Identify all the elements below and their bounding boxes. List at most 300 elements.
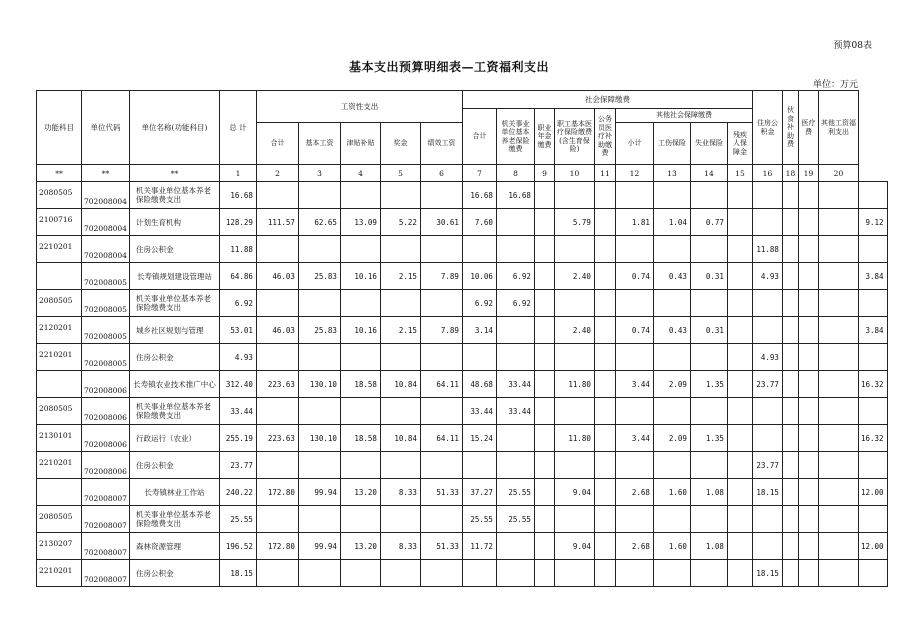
amount-cell: 25.83	[298, 263, 340, 290]
amount-cell	[858, 290, 887, 317]
unit-code-cell: 702008006	[82, 452, 130, 479]
header-med-fee: 医疗费	[798, 91, 818, 165]
amount-cell	[554, 182, 594, 209]
amount-cell	[690, 506, 727, 533]
unit-name-cell: 机关事业单位基本养老保险缴费支出	[129, 182, 219, 209]
amount-cell: 18.15	[752, 479, 782, 506]
column-index-cell: 6	[420, 165, 462, 182]
amount-cell	[798, 182, 818, 209]
amount-cell	[594, 452, 615, 479]
amount-cell	[594, 425, 615, 452]
amount-cell	[653, 398, 690, 425]
header-social-group: 社会保障缴费	[462, 91, 752, 109]
amount-cell: 10.06	[462, 263, 496, 290]
amount-cell	[798, 479, 818, 506]
amount-cell	[818, 371, 858, 398]
amount-cell	[818, 533, 858, 560]
column-index-cell: 3	[298, 165, 340, 182]
amount-cell	[340, 560, 380, 587]
amount-cell	[727, 371, 752, 398]
amount-cell	[340, 182, 380, 209]
amount-cell: 172.80	[256, 479, 298, 506]
amount-cell	[818, 290, 858, 317]
amount-cell: 10.16	[340, 317, 380, 344]
amount-cell: 13.09	[340, 209, 380, 236]
func-subject-cell: 2130207	[37, 533, 82, 560]
amount-cell	[420, 344, 462, 371]
unit-name-cell: 森林资源管理	[129, 533, 219, 560]
amount-cell: 11.88	[219, 236, 256, 263]
amount-cell	[798, 290, 818, 317]
unit-code-cell: 702008004	[82, 236, 130, 263]
amount-cell	[534, 560, 554, 587]
amount-cell: 11.80	[554, 425, 594, 452]
table-row	[37, 398, 888, 425]
header-unemployment: 失业保险	[690, 123, 727, 165]
header-unit-name: 单位名称(功能科目)	[129, 91, 219, 165]
header-wage-total: 合计	[256, 123, 298, 165]
amount-cell: 4.93	[752, 344, 782, 371]
amount-cell: 16.68	[462, 182, 496, 209]
amount-cell	[727, 263, 752, 290]
amount-cell	[858, 344, 887, 371]
unit-name-cell: 机关事业单位基本养老保险缴费支出	[129, 290, 219, 317]
amount-cell	[420, 506, 462, 533]
column-index-row	[37, 165, 888, 182]
amount-cell	[818, 506, 858, 533]
amount-cell	[380, 236, 420, 263]
amount-cell	[380, 506, 420, 533]
amount-cell	[727, 317, 752, 344]
amount-cell: 5.22	[380, 209, 420, 236]
amount-cell	[752, 506, 782, 533]
amount-cell: 4.93	[219, 344, 256, 371]
amount-cell	[798, 344, 818, 371]
amount-cell	[534, 479, 554, 506]
column-index-cell: 7	[462, 165, 496, 182]
column-index-cell: 12	[615, 165, 653, 182]
amount-cell	[554, 398, 594, 425]
amount-cell: 10.16	[340, 263, 380, 290]
amount-cell	[858, 506, 887, 533]
amount-cell	[798, 236, 818, 263]
amount-cell	[594, 236, 615, 263]
amount-cell: 64.11	[420, 371, 462, 398]
amount-cell: 18.58	[340, 425, 380, 452]
amount-cell	[727, 452, 752, 479]
unit-name-cell: 住房公积金	[129, 236, 219, 263]
amount-cell	[690, 290, 727, 317]
amount-cell: 18.15	[219, 560, 256, 587]
amount-cell	[798, 209, 818, 236]
unit-name-cell: 行政运行（农业）	[129, 425, 219, 452]
amount-cell	[380, 290, 420, 317]
amount-cell	[782, 425, 798, 452]
func-subject-cell: 2080505	[37, 182, 82, 209]
amount-cell: 62.65	[298, 209, 340, 236]
amount-cell	[690, 398, 727, 425]
amount-cell: 48.68	[462, 371, 496, 398]
amount-cell	[615, 290, 653, 317]
amount-cell	[594, 209, 615, 236]
func-subject-cell: 2080505	[37, 506, 82, 533]
table-row	[37, 344, 888, 371]
func-subject-cell	[37, 479, 82, 506]
unit-code-cell: 702008006	[82, 425, 130, 452]
amount-cell: 15.24	[462, 425, 496, 452]
header-basic-wage: 基本工资	[298, 123, 340, 165]
amount-cell: 0.74	[615, 317, 653, 344]
header-unit-code: 单位代码	[82, 91, 130, 165]
amount-cell: 7.60	[462, 209, 496, 236]
header-wage-group: 工资性支出	[256, 91, 462, 123]
amount-cell	[798, 452, 818, 479]
header-func-subject: 功能科目	[37, 91, 82, 165]
amount-cell	[298, 236, 340, 263]
column-index-cell: **	[37, 165, 82, 182]
amount-cell: 2.68	[615, 479, 653, 506]
amount-cell: 23.77	[219, 452, 256, 479]
table-row	[37, 209, 888, 236]
amount-cell: 23.77	[752, 371, 782, 398]
table-row	[37, 317, 888, 344]
amount-cell	[818, 452, 858, 479]
amount-cell	[615, 560, 653, 587]
amount-cell	[782, 317, 798, 344]
amount-cell	[298, 398, 340, 425]
amount-cell	[534, 533, 554, 560]
amount-cell	[534, 236, 554, 263]
amount-cell: 11.88	[752, 236, 782, 263]
table-row	[37, 182, 888, 209]
amount-cell: 13.20	[340, 533, 380, 560]
column-index-cell: 1	[219, 165, 256, 182]
column-index-cell: 5	[380, 165, 420, 182]
amount-cell	[727, 533, 752, 560]
amount-cell	[256, 452, 298, 479]
func-subject-cell	[37, 371, 82, 398]
func-subject-cell: 2080505	[37, 290, 82, 317]
header-disabled: 残疾人保障金	[727, 123, 752, 165]
amount-cell: 312.40	[219, 371, 256, 398]
amount-cell: 0.77	[690, 209, 727, 236]
amount-cell: 18.58	[340, 371, 380, 398]
amount-cell	[534, 290, 554, 317]
column-index-cell: 20	[818, 165, 858, 182]
amount-cell	[420, 452, 462, 479]
amount-cell	[690, 560, 727, 587]
amount-cell	[818, 344, 858, 371]
amount-cell: 2.15	[380, 317, 420, 344]
amount-cell: 128.29	[219, 209, 256, 236]
amount-cell	[690, 344, 727, 371]
amount-cell	[690, 182, 727, 209]
amount-cell	[782, 479, 798, 506]
column-index-cell: 19	[798, 165, 818, 182]
amount-cell	[594, 560, 615, 587]
header-housing: 住房公积金	[752, 91, 782, 165]
amount-cell: 255.19	[219, 425, 256, 452]
amount-cell	[752, 290, 782, 317]
unit-name-cell: 机关事业单位基本养老保险缴费支出	[129, 506, 219, 533]
amount-cell	[380, 344, 420, 371]
amount-cell	[653, 290, 690, 317]
amount-cell	[594, 506, 615, 533]
unit-code-cell: 702008006	[82, 398, 130, 425]
header-civil-medical: 公务员医疗补助缴费	[594, 109, 615, 165]
table-row	[37, 290, 888, 317]
amount-cell: 10.84	[380, 371, 420, 398]
amount-cell	[340, 344, 380, 371]
header-pension: 机关事业单位基本养老保险缴费	[496, 109, 534, 165]
amount-cell: 25.55	[496, 506, 534, 533]
amount-cell	[727, 209, 752, 236]
amount-cell	[818, 560, 858, 587]
column-index-cell: **	[129, 165, 219, 182]
unit-name-cell: 计划生育机构	[129, 209, 219, 236]
unit-name-cell: 住房公积金	[129, 344, 219, 371]
amount-cell	[594, 398, 615, 425]
amount-cell	[340, 290, 380, 317]
amount-cell: 240.22	[219, 479, 256, 506]
unit-name-cell: 住房公积金	[129, 452, 219, 479]
amount-cell	[534, 452, 554, 479]
amount-cell	[615, 236, 653, 263]
amount-cell	[256, 344, 298, 371]
amount-cell: 130.10	[298, 371, 340, 398]
amount-cell: 1.60	[653, 533, 690, 560]
unit-code-cell: 702008007	[82, 506, 130, 533]
amount-cell	[818, 479, 858, 506]
amount-cell	[798, 560, 818, 587]
header-total: 总 计	[219, 91, 256, 165]
amount-cell	[340, 398, 380, 425]
amount-cell	[782, 398, 798, 425]
column-index-cell: 13	[653, 165, 690, 182]
amount-cell	[798, 506, 818, 533]
func-subject-cell: 2120201	[37, 317, 82, 344]
amount-cell	[380, 398, 420, 425]
amount-cell: 2.15	[380, 263, 420, 290]
header-other-welfare: 其他工资福利支出	[818, 91, 858, 165]
amount-cell	[727, 236, 752, 263]
amount-cell: 33.44	[462, 398, 496, 425]
amount-cell: 3.84	[858, 263, 887, 290]
amount-cell: 16.32	[858, 425, 887, 452]
amount-cell: 1.60	[653, 479, 690, 506]
amount-cell	[298, 506, 340, 533]
column-index-cell: 10	[554, 165, 594, 182]
table-row	[37, 425, 888, 452]
func-subject-cell: 2210201	[37, 236, 82, 263]
amount-cell	[534, 371, 554, 398]
header-annuity: 职业年金缴费	[534, 109, 554, 165]
amount-cell	[554, 506, 594, 533]
amount-cell: 53.01	[219, 317, 256, 344]
amount-cell: 7.89	[420, 317, 462, 344]
amount-cell	[594, 344, 615, 371]
amount-cell	[752, 425, 782, 452]
amount-cell: 46.03	[256, 263, 298, 290]
amount-cell	[256, 182, 298, 209]
amount-cell	[752, 182, 782, 209]
amount-cell	[594, 263, 615, 290]
func-subject-cell: 2210201	[37, 344, 82, 371]
amount-cell: 16.68	[496, 182, 534, 209]
amount-cell: 9.04	[554, 533, 594, 560]
amount-cell	[858, 236, 887, 263]
amount-cell	[653, 452, 690, 479]
amount-cell	[534, 317, 554, 344]
header-social-total: 合计	[462, 109, 496, 165]
amount-cell	[420, 560, 462, 587]
amount-cell	[462, 560, 496, 587]
amount-cell: 18.15	[752, 560, 782, 587]
amount-cell: 1.04	[653, 209, 690, 236]
amount-cell	[818, 209, 858, 236]
amount-cell	[752, 533, 782, 560]
amount-cell: 8.33	[380, 479, 420, 506]
amount-cell: 196.52	[219, 533, 256, 560]
amount-cell: 2.09	[653, 425, 690, 452]
budget-table	[36, 90, 888, 587]
unit-name-cell: 长寿镇林业工作站	[129, 479, 219, 506]
column-index-cell: 8	[496, 165, 534, 182]
unit-name-cell: 长寿镇规划建设管理站	[129, 263, 219, 290]
amount-cell	[798, 533, 818, 560]
amount-cell	[782, 452, 798, 479]
amount-cell: 33.44	[496, 371, 534, 398]
amount-cell	[554, 452, 594, 479]
amount-cell: 16.68	[219, 182, 256, 209]
amount-cell	[534, 182, 554, 209]
amount-cell	[554, 290, 594, 317]
header-meal: 伙食补助费	[782, 91, 798, 165]
amount-cell: 51.33	[420, 533, 462, 560]
amount-cell: 23.77	[752, 452, 782, 479]
unit-code-cell: 702008004	[82, 209, 130, 236]
header-other-social-group: 其他社会保障缴费	[615, 109, 752, 123]
amount-cell	[782, 236, 798, 263]
amount-cell: 0.31	[690, 263, 727, 290]
table-row	[37, 371, 888, 398]
header-other-subtotal: 小计	[615, 123, 653, 165]
amount-cell	[782, 560, 798, 587]
amount-cell: 30.61	[420, 209, 462, 236]
column-index-cell: 11	[594, 165, 615, 182]
unit-code-cell: 702008005	[82, 263, 130, 290]
column-index-cell: 4	[340, 165, 380, 182]
amount-cell	[727, 425, 752, 452]
amount-cell	[818, 398, 858, 425]
amount-cell	[340, 452, 380, 479]
amount-cell	[782, 371, 798, 398]
amount-cell	[818, 425, 858, 452]
unit-code-cell: 702008007	[82, 533, 130, 560]
column-index-cell: 15	[727, 165, 752, 182]
amount-cell	[752, 209, 782, 236]
amount-cell: 64.86	[219, 263, 256, 290]
amount-cell: 3.14	[462, 317, 496, 344]
amount-cell	[690, 236, 727, 263]
amount-cell: 5.79	[554, 209, 594, 236]
amount-cell	[752, 317, 782, 344]
amount-cell	[594, 182, 615, 209]
amount-cell	[594, 479, 615, 506]
amount-cell	[496, 533, 534, 560]
amount-cell	[380, 560, 420, 587]
unit-code-cell: 702008005	[82, 317, 130, 344]
func-subject-cell: 2210201	[37, 452, 82, 479]
amount-cell	[554, 236, 594, 263]
amount-cell	[256, 560, 298, 587]
amount-cell	[818, 317, 858, 344]
amount-cell	[798, 317, 818, 344]
amount-cell	[858, 182, 887, 209]
amount-cell: 130.10	[298, 425, 340, 452]
amount-cell: 4.93	[752, 263, 782, 290]
amount-cell	[727, 290, 752, 317]
amount-cell	[798, 371, 818, 398]
amount-cell	[594, 371, 615, 398]
amount-cell	[462, 344, 496, 371]
unit-code-cell: 702008007	[82, 560, 130, 587]
amount-cell	[615, 182, 653, 209]
amount-cell	[420, 236, 462, 263]
amount-cell	[256, 236, 298, 263]
amount-cell: 99.94	[298, 533, 340, 560]
amount-cell: 25.55	[462, 506, 496, 533]
amount-cell	[798, 263, 818, 290]
amount-cell	[798, 398, 818, 425]
header-allowance: 津贴补贴	[340, 123, 380, 165]
amount-cell	[615, 506, 653, 533]
amount-cell: 1.08	[690, 533, 727, 560]
amount-cell	[462, 236, 496, 263]
amount-cell: 9.04	[554, 479, 594, 506]
amount-cell	[534, 398, 554, 425]
header-injury: 工伤保险	[653, 123, 690, 165]
column-index-cell: 18	[782, 165, 798, 182]
unit-code-cell: 702008006	[82, 371, 130, 398]
amount-cell: 13.20	[340, 479, 380, 506]
amount-cell	[594, 317, 615, 344]
amount-cell	[782, 533, 798, 560]
column-index-cell: 14	[690, 165, 727, 182]
amount-cell: 3.84	[858, 317, 887, 344]
func-subject-cell: 2080505	[37, 398, 82, 425]
amount-cell: 0.43	[653, 263, 690, 290]
amount-cell	[858, 560, 887, 587]
amount-cell	[594, 533, 615, 560]
amount-cell	[534, 209, 554, 236]
func-subject-cell: 2100716	[37, 209, 82, 236]
amount-cell	[462, 452, 496, 479]
amount-cell: 11.72	[462, 533, 496, 560]
column-index-cell: 2	[256, 165, 298, 182]
amount-cell	[298, 344, 340, 371]
amount-cell: 2.40	[554, 263, 594, 290]
amount-cell	[782, 209, 798, 236]
amount-cell	[798, 425, 818, 452]
amount-cell	[752, 398, 782, 425]
table-row	[37, 533, 888, 560]
table-row	[37, 506, 888, 533]
unit-code-cell: 702008005	[82, 290, 130, 317]
amount-cell	[858, 452, 887, 479]
unit-code-cell: 702008005	[82, 344, 130, 371]
amount-cell	[298, 182, 340, 209]
